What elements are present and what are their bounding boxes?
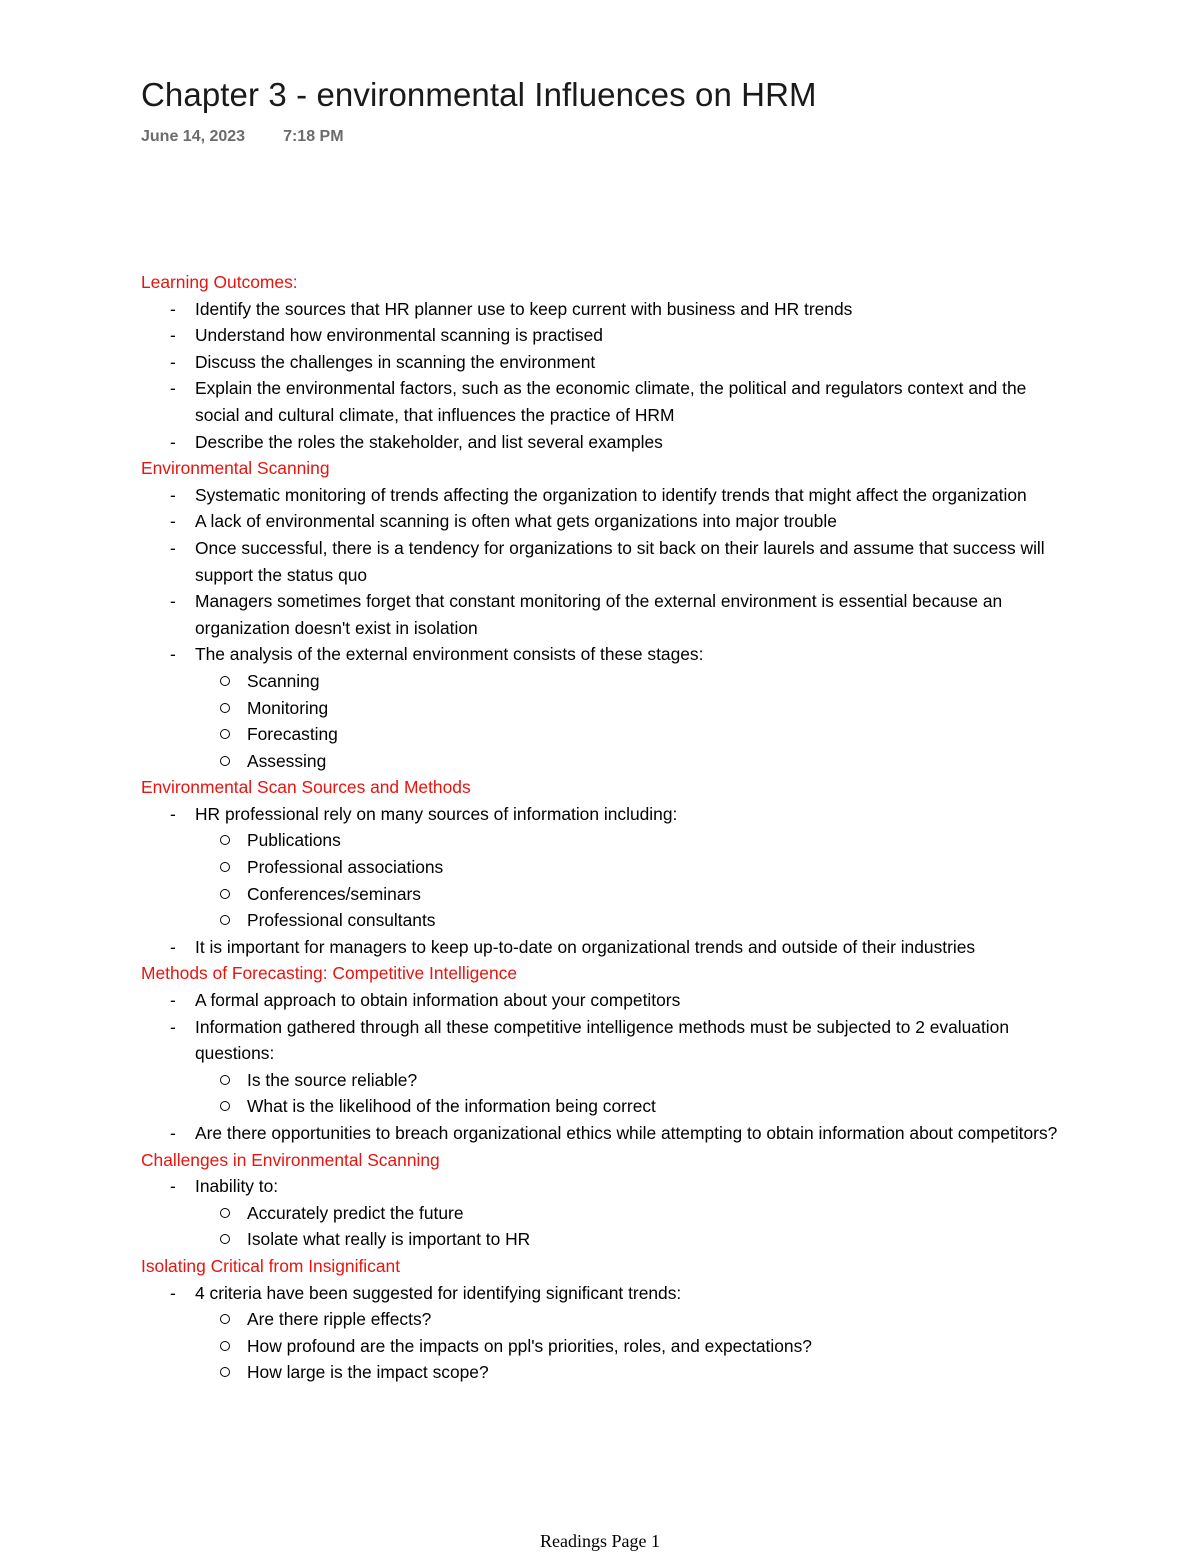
list-item-text: Explain the environmental factors, such as the economic climate, the political and regulators context and the social and cultural climate, that influences the practice of HRM bbox=[195, 378, 1027, 425]
sub-list-item-text: Publications bbox=[247, 830, 341, 851]
section-heading: Environmental Scan Sources and Methods bbox=[141, 777, 471, 798]
sub-list-item-text: How large is the impact scope? bbox=[247, 1362, 489, 1383]
sub-list-item-text: Isolate what really is important to HR bbox=[247, 1229, 531, 1250]
circle-bullet-icon bbox=[220, 1341, 230, 1351]
section-heading: Environmental Scanning bbox=[141, 458, 330, 479]
list-item bbox=[141, 588, 1071, 641]
note-date: June 14, 2023 bbox=[141, 128, 246, 145]
sub-list-item-text: Forecasting bbox=[247, 724, 338, 745]
note-time: 7:18 PM bbox=[283, 128, 344, 145]
sub-list-item-text: Assessing bbox=[247, 750, 327, 771]
list-item-text: Information gathered through all these competitive intelligence methods must be subjected to 2 evaluation questions: bbox=[195, 1016, 1009, 1064]
sub-list-item bbox=[141, 695, 1071, 722]
circle-bullet-icon bbox=[220, 862, 230, 872]
dash-bullet-icon: - bbox=[170, 990, 176, 1011]
list-item bbox=[141, 1280, 1071, 1307]
list-item-text: Inability to: bbox=[195, 1176, 279, 1197]
list-item bbox=[141, 508, 1071, 535]
sub-list-item-text: Accurately predict the future bbox=[247, 1202, 464, 1223]
sub-list-item bbox=[141, 827, 1071, 854]
circle-bullet-icon bbox=[220, 915, 230, 925]
section-heading: Isolating Critical from Insignificant bbox=[141, 1255, 401, 1276]
list-item-text: 4 criteria have been suggested for identifying significant trends: bbox=[195, 1282, 682, 1303]
list-item bbox=[141, 375, 1071, 428]
list-item bbox=[141, 296, 1071, 323]
sub-list-item-text: Are there ripple effects? bbox=[247, 1309, 432, 1330]
dash-bullet-icon: - bbox=[170, 591, 176, 612]
list-item bbox=[141, 641, 1071, 668]
list-item bbox=[141, 801, 1071, 828]
list-item-text: Once successful, there is a tendency for organizations to sit back on their laurels and assume that success will support the status quo bbox=[195, 537, 1045, 585]
dash-bullet-icon: - bbox=[170, 431, 176, 452]
sub-list-item bbox=[141, 1359, 1071, 1386]
sub-list-item bbox=[141, 668, 1071, 695]
sub-list-item-text: What is the likelihood of the information being correct bbox=[247, 1096, 656, 1117]
sub-list-item bbox=[141, 854, 1071, 881]
list-item bbox=[141, 1173, 1071, 1200]
circle-bullet-icon bbox=[220, 1075, 230, 1085]
circle-bullet-icon bbox=[220, 1234, 230, 1244]
dash-bullet-icon: - bbox=[170, 1176, 176, 1197]
dash-bullet-icon: - bbox=[170, 298, 176, 319]
section-heading: Methods of Forecasting: Competitive Intelligence bbox=[141, 963, 518, 984]
list-item bbox=[141, 1014, 1071, 1067]
sub-list-item bbox=[141, 881, 1071, 908]
section-heading: Learning Outcomes: bbox=[141, 272, 298, 292]
sub-list-item-text: Conferences/seminars bbox=[247, 883, 421, 904]
page-footer: Readings Page 1 bbox=[540, 1531, 660, 1551]
sub-list-item bbox=[141, 1333, 1071, 1360]
sub-list-item bbox=[141, 1067, 1071, 1094]
circle-bullet-icon bbox=[220, 676, 230, 686]
sub-list-item-text: Scanning bbox=[247, 670, 320, 691]
dash-bullet-icon: - bbox=[170, 644, 176, 665]
note-body bbox=[141, 269, 1071, 1386]
list-item-text: The analysis of the external environment consists of these stages: bbox=[195, 644, 704, 665]
list-item bbox=[141, 322, 1071, 349]
dash-bullet-icon: - bbox=[170, 537, 176, 558]
sub-list-item bbox=[141, 721, 1071, 748]
circle-bullet-icon bbox=[220, 729, 230, 739]
dash-bullet-icon: - bbox=[170, 1123, 176, 1143]
list-item bbox=[141, 482, 1071, 509]
dash-bullet-icon: - bbox=[170, 484, 176, 505]
dash-bullet-icon: - bbox=[170, 378, 176, 399]
list-item bbox=[141, 535, 1071, 588]
sub-list-item bbox=[141, 1093, 1071, 1120]
sub-list-item-text: Is the source reliable? bbox=[247, 1069, 418, 1090]
circle-bullet-icon bbox=[220, 1208, 230, 1218]
sub-list-item bbox=[141, 1226, 1071, 1253]
dash-bullet-icon: - bbox=[170, 1282, 176, 1303]
circle-bullet-icon bbox=[220, 1101, 230, 1111]
list-item-text: It is important for managers to keep up-to-date on organizational trends and outside of their industries bbox=[195, 936, 976, 957]
list-item bbox=[141, 1120, 1071, 1147]
sub-list-item bbox=[141, 907, 1071, 934]
circle-bullet-icon bbox=[220, 835, 230, 845]
dash-bullet-icon: - bbox=[170, 803, 176, 824]
dash-bullet-icon: - bbox=[170, 351, 176, 372]
sub-list-item-text: Professional consultants bbox=[247, 910, 436, 931]
sub-list-item-text: How profound are the impacts on ppl's priorities, roles, and expectations? bbox=[247, 1335, 812, 1356]
sub-list-item-text: Monitoring bbox=[247, 697, 329, 718]
list-item bbox=[141, 429, 1071, 456]
list-item-text: Are there opportunities to breach organizational ethics while attempting to obtain information about competitors? bbox=[195, 1123, 1058, 1143]
list-item-text: Systematic monitoring of trends affecting the organization to identify trends that might affect the organization bbox=[195, 484, 1027, 505]
sub-list-item-text: Professional associations bbox=[247, 857, 444, 878]
list-item-text: Discuss the challenges in scanning the environment bbox=[195, 351, 596, 372]
circle-bullet-icon bbox=[220, 889, 230, 899]
list-item bbox=[141, 987, 1071, 1014]
dash-bullet-icon: - bbox=[170, 511, 176, 532]
list-item bbox=[141, 934, 1071, 961]
list-item-text: HR professional rely on many sources of information including: bbox=[195, 803, 678, 824]
list-item-text: A lack of environmental scanning is often what gets organizations into major trouble bbox=[195, 511, 837, 532]
note-timestamp bbox=[141, 128, 344, 146]
section-heading: Challenges in Environmental Scanning bbox=[141, 1149, 440, 1170]
circle-bullet-icon bbox=[220, 756, 230, 766]
list-item-text: Understand how environmental scanning is practised bbox=[195, 325, 603, 346]
dash-bullet-icon: - bbox=[170, 936, 176, 957]
circle-bullet-icon bbox=[220, 1367, 230, 1377]
list-item bbox=[141, 349, 1071, 376]
circle-bullet-icon bbox=[220, 703, 230, 713]
dash-bullet-icon: - bbox=[170, 325, 176, 346]
page-title: Chapter 3 - environmental Influences on HRM bbox=[141, 76, 817, 113]
sub-list-item bbox=[141, 1306, 1071, 1333]
list-item-text: A formal approach to obtain information about your competitors bbox=[195, 990, 681, 1011]
sub-list-item bbox=[141, 748, 1071, 775]
list-item-text: Describe the roles the stakeholder, and list several examples bbox=[195, 431, 663, 452]
list-item-text: Identify the sources that HR planner use to keep current with business and HR trends bbox=[195, 298, 853, 319]
dash-bullet-icon: - bbox=[170, 1016, 176, 1037]
circle-bullet-icon bbox=[220, 1314, 230, 1324]
list-item-text: Managers sometimes forget that constant monitoring of the external environment is essential because an organization doesn't exist in isolation bbox=[195, 591, 1003, 638]
sub-list-item bbox=[141, 1200, 1071, 1227]
